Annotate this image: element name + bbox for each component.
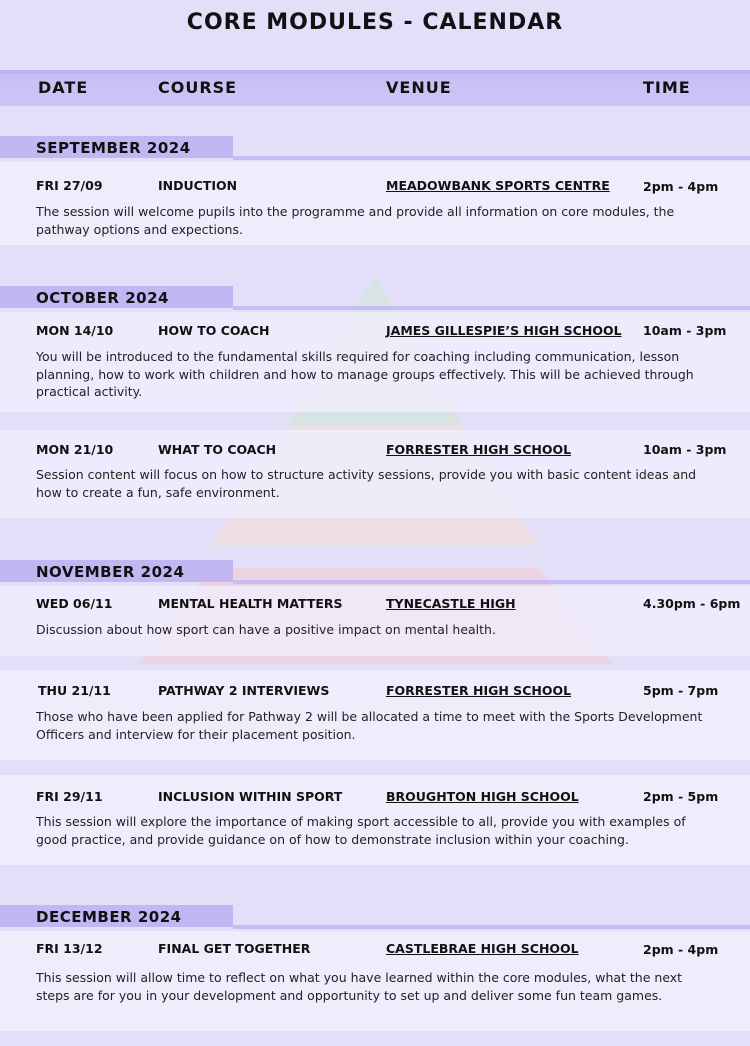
session-venue-link[interactable]: FORRESTER HIGH SCHOOL (386, 442, 572, 457)
month-divider (233, 925, 750, 929)
session-description: You will be introduced to the fundamental skills required for coaching including communication, lesson planning, how to work with children and how to manage groups effectively. This will be achieved through practical activity. (36, 349, 694, 399)
session-venue-link[interactable]: MEADOWBANK SPORTS CENTRE (386, 178, 610, 193)
session-venue-link[interactable]: BROUGHTON HIGH SCHOOL (386, 789, 579, 804)
column-header-venue: VENUE (386, 78, 452, 97)
session-time: 10am - 3pm (643, 442, 727, 457)
session-description: Those who have been applied for Pathway 2 will be allocated a time to meet with the Sports Development Officers and interview for their placement position. (36, 709, 703, 742)
session-date: THU 21/11 (38, 683, 111, 698)
column-header-course: COURSE (158, 78, 238, 97)
session-time: 2pm - 5pm (643, 789, 719, 804)
session-time: 2pm - 4pm (643, 942, 719, 957)
session-venue-link[interactable]: TYNECASTLE HIGH (386, 596, 516, 611)
session-time: 4.30pm - 6pm (643, 596, 741, 611)
session-venue-link[interactable]: JAMES GILLESPIE’S HIGH SCHOOL (386, 323, 622, 338)
session-description: This session will explore the importance of making sport accessible to all, provide you with examples of good practice, and provide guidance on of how to demonstrate inclusion within your coaching. (36, 814, 686, 847)
session-date: WED 06/11 (36, 596, 113, 611)
page-title: CORE MODULES - CALENDAR (186, 10, 564, 35)
month-label-december: DECEMBER 2024 (36, 908, 182, 926)
session-date: MON 14/10 (36, 323, 114, 338)
session-venue-link[interactable]: CASTLEBRAE HIGH SCHOOL (386, 941, 579, 956)
session-time: 5pm - 7pm (643, 683, 719, 698)
session-course: PATHWAY 2 INTERVIEWS (158, 683, 330, 698)
session-venue-link[interactable]: FORRESTER HIGH SCHOOL (386, 683, 572, 698)
session-time: 2pm - 4pm (643, 179, 719, 194)
session-course: INDUCTION (158, 178, 238, 193)
month-label-october: OCTOBER 2024 (36, 289, 169, 307)
session-date: FRI 27/09 (36, 178, 103, 193)
month-divider (233, 156, 750, 160)
column-header-time: TIME (643, 78, 691, 97)
month-label-september: SEPTEMBER 2024 (36, 139, 191, 157)
session-date: MON 21/10 (36, 442, 114, 457)
session-description: The session will welcome pupils into the programme and provide all information on core modules, the pathway options and expections. (36, 204, 675, 237)
month-divider (233, 306, 750, 310)
session-course: WHAT TO COACH (158, 442, 277, 457)
session-course: INCLUSION WITHIN SPORT (158, 789, 343, 804)
session-course: HOW TO COACH (158, 323, 270, 338)
session-course: FINAL GET TOGETHER (158, 941, 311, 956)
session-description: Session content will focus on how to structure activity sessions, provide you with basic content ideas and how to create a fun, safe environment. (36, 467, 697, 500)
session-description: Discussion about how sport can have a positive impact on mental health. (36, 622, 496, 637)
month-divider (233, 580, 750, 584)
session-description: This session will allow time to reflect on what you have learned within the core modules, what the next steps are for you in your development and opportunity to set up and deliver some fun team games. (36, 970, 683, 1003)
session-date: FRI 29/11 (36, 789, 103, 804)
column-header-date: DATE (38, 78, 89, 97)
session-date: FRI 13/12 (36, 941, 103, 956)
month-label-november: NOVEMBER 2024 (36, 563, 185, 581)
session-course: MENTAL HEALTH MATTERS (158, 596, 343, 611)
session-time: 10am - 3pm (643, 323, 727, 338)
